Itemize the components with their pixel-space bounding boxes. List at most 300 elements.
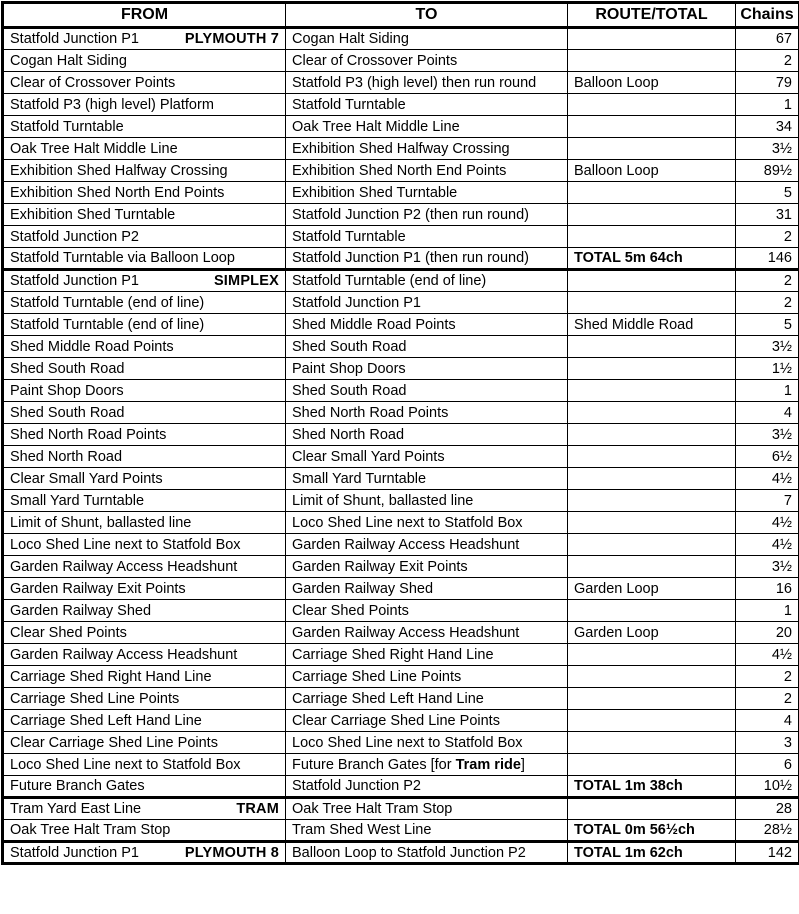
from-wrap bbox=[10, 801, 279, 817]
from-location: Clear Carriage Shed Line Points bbox=[10, 734, 218, 751]
from-wrap bbox=[10, 250, 279, 266]
table-row bbox=[3, 688, 799, 710]
to-location: Carriage Shed Left Hand Line bbox=[292, 690, 484, 707]
route-cell bbox=[568, 842, 736, 864]
route-cell bbox=[568, 820, 736, 842]
from-location: Carriage Shed Line Points bbox=[10, 690, 180, 707]
route-cell bbox=[568, 446, 736, 468]
route-cell bbox=[568, 380, 736, 402]
from-location: Exhibition Shed Turntable bbox=[10, 206, 176, 223]
from-location: Statfold Turntable bbox=[10, 118, 124, 135]
from-cell bbox=[3, 534, 286, 556]
chains-value: 1½ bbox=[736, 358, 799, 380]
from-cell bbox=[3, 138, 286, 160]
to-location: Statfold Junction P1 (then run round) bbox=[292, 250, 529, 266]
from-location: Exhibition Shed Halfway Crossing bbox=[10, 162, 228, 179]
table-row bbox=[3, 358, 799, 380]
to-location: Limit of Shunt, ballasted line bbox=[292, 492, 474, 509]
chains-value: 7 bbox=[736, 490, 799, 512]
chains-value: 3½ bbox=[736, 138, 799, 160]
table-row bbox=[3, 798, 799, 820]
from-location: Clear of Crossover Points bbox=[10, 74, 176, 91]
from-location: Garden Railway Access Headshunt bbox=[10, 646, 238, 663]
chains-value: 20 bbox=[736, 622, 799, 644]
route-cell bbox=[568, 28, 736, 50]
from-wrap bbox=[10, 581, 279, 597]
chains-value: 16 bbox=[736, 578, 799, 600]
from-wrap bbox=[10, 229, 279, 245]
to-cell bbox=[286, 776, 568, 798]
chains-value: 2 bbox=[736, 50, 799, 72]
to-cell bbox=[286, 666, 568, 688]
from-cell bbox=[3, 226, 286, 248]
to-cell bbox=[286, 50, 568, 72]
route-cell bbox=[568, 226, 736, 248]
to-location: Loco Shed Line next to Statfold Box bbox=[292, 734, 523, 751]
route-cell bbox=[568, 732, 736, 754]
route-cell bbox=[568, 358, 736, 380]
from-location: Garden Railway Access Headshunt bbox=[10, 558, 238, 575]
to-location: Garden Railway Access Headshunt bbox=[292, 536, 520, 553]
from-wrap bbox=[10, 515, 279, 531]
from-wrap bbox=[10, 471, 279, 487]
to-location: Clear Carriage Shed Line Points bbox=[292, 712, 500, 729]
from-cell bbox=[3, 688, 286, 710]
to-cell bbox=[286, 600, 568, 622]
table-row bbox=[3, 50, 799, 72]
to-location: Statfold Junction P1 bbox=[292, 294, 421, 311]
to-cell bbox=[286, 424, 568, 446]
route-name: Balloon Loop bbox=[574, 162, 659, 179]
from-cell bbox=[3, 490, 286, 512]
table-row bbox=[3, 94, 799, 116]
section-tag: TRAM bbox=[236, 801, 279, 817]
to-location: Clear Small Yard Points bbox=[292, 448, 445, 465]
route-cell bbox=[568, 776, 736, 798]
route-total: TOTAL 5m 64ch bbox=[574, 250, 683, 266]
from-cell bbox=[3, 50, 286, 72]
route-cell bbox=[568, 182, 736, 204]
route-cell bbox=[568, 512, 736, 534]
from-cell bbox=[3, 842, 286, 864]
chains-value: 3½ bbox=[736, 424, 799, 446]
from-wrap bbox=[10, 361, 279, 377]
from-cell bbox=[3, 776, 286, 798]
section-tag: PLYMOUTH 7 bbox=[184, 31, 279, 47]
from-wrap bbox=[10, 691, 279, 707]
from-cell bbox=[3, 402, 286, 424]
to-location: Paint Shop Doors bbox=[292, 360, 406, 377]
to-location: Oak Tree Halt Middle Line bbox=[292, 118, 460, 135]
from-wrap bbox=[10, 119, 279, 135]
from-location: Loco Shed Line next to Statfold Box bbox=[10, 536, 241, 553]
chains-value: 2 bbox=[736, 226, 799, 248]
route-cell bbox=[568, 72, 736, 94]
chains-value: 3½ bbox=[736, 336, 799, 358]
to-cell bbox=[286, 710, 568, 732]
from-wrap bbox=[10, 713, 279, 729]
from-wrap bbox=[10, 163, 279, 179]
chains-value: 4½ bbox=[736, 468, 799, 490]
to-location: Carriage Shed Right Hand Line bbox=[292, 646, 494, 663]
table-row bbox=[3, 116, 799, 138]
chains-value: 1 bbox=[736, 380, 799, 402]
route-cell bbox=[568, 50, 736, 72]
from-cell bbox=[3, 798, 286, 820]
from-wrap bbox=[10, 53, 279, 69]
to-cell bbox=[286, 160, 568, 182]
table-body bbox=[3, 28, 799, 864]
table-row bbox=[3, 138, 799, 160]
from-location: Statfold Junction P1 bbox=[10, 31, 139, 47]
chains-value: 1 bbox=[736, 94, 799, 116]
route-total: TOTAL 0m 56½ch bbox=[574, 822, 695, 838]
to-cell bbox=[286, 468, 568, 490]
to-location: Oak Tree Halt Tram Stop bbox=[292, 801, 453, 817]
from-location: Tram Yard East Line bbox=[10, 801, 142, 817]
chains-value: 79 bbox=[736, 72, 799, 94]
from-wrap bbox=[10, 493, 279, 509]
chains-value: 2 bbox=[736, 292, 799, 314]
from-wrap bbox=[10, 778, 279, 794]
to-cell bbox=[286, 28, 568, 50]
to-location: Small Yard Turntable bbox=[292, 470, 427, 487]
header-route-total: ROUTE/TOTAL bbox=[568, 3, 736, 28]
route-cell bbox=[568, 644, 736, 666]
to-cell bbox=[286, 314, 568, 336]
from-cell bbox=[3, 380, 286, 402]
to-cell bbox=[286, 182, 568, 204]
to-location: Shed South Road bbox=[292, 338, 407, 355]
route-cell bbox=[568, 402, 736, 424]
from-location: Cogan Halt Siding bbox=[10, 52, 127, 69]
route-cell bbox=[568, 754, 736, 776]
section-tag: PLYMOUTH 8 bbox=[184, 844, 279, 861]
from-cell bbox=[3, 644, 286, 666]
from-cell bbox=[3, 556, 286, 578]
from-location: Clear Small Yard Points bbox=[10, 470, 163, 487]
to-location: Clear of Crossover Points bbox=[292, 52, 458, 69]
to-location: Exhibition Shed North End Points bbox=[292, 162, 507, 179]
table-row bbox=[3, 644, 799, 666]
to-cell bbox=[286, 402, 568, 424]
from-wrap bbox=[10, 735, 279, 751]
to-location: Shed North Road Points bbox=[292, 404, 449, 421]
to-suffix: ] bbox=[520, 756, 525, 773]
from-cell bbox=[3, 820, 286, 842]
to-location: Statfold Turntable bbox=[292, 228, 406, 245]
from-cell bbox=[3, 336, 286, 358]
from-wrap bbox=[10, 405, 279, 421]
to-cell bbox=[286, 754, 568, 776]
table-row bbox=[3, 666, 799, 688]
from-location: Statfold P3 (high level) Platform bbox=[10, 96, 214, 113]
chains-value: 3½ bbox=[736, 556, 799, 578]
to-cell bbox=[286, 688, 568, 710]
chains-value: 142 bbox=[736, 842, 799, 864]
header-chains: Chains bbox=[736, 3, 799, 28]
from-wrap bbox=[10, 185, 279, 201]
from-location: Garden Railway Shed bbox=[10, 602, 152, 619]
table-row bbox=[3, 380, 799, 402]
to-cell bbox=[286, 732, 568, 754]
route-cell bbox=[568, 710, 736, 732]
from-cell bbox=[3, 754, 286, 776]
from-cell bbox=[3, 732, 286, 754]
to-location: Tram Shed West Line bbox=[292, 822, 432, 838]
from-location: Shed North Road Points bbox=[10, 426, 167, 443]
route-cell bbox=[568, 204, 736, 226]
chains-value: 10½ bbox=[736, 776, 799, 798]
route-cell bbox=[568, 578, 736, 600]
route-cell bbox=[568, 688, 736, 710]
from-location: Limit of Shunt, ballasted line bbox=[10, 514, 192, 531]
from-location: Clear Shed Points bbox=[10, 624, 127, 641]
header-to: TO bbox=[286, 3, 568, 28]
table-row bbox=[3, 842, 799, 864]
table-row bbox=[3, 820, 799, 842]
from-location: Statfold Turntable (end of line) bbox=[10, 294, 205, 311]
from-wrap bbox=[10, 339, 279, 355]
from-wrap bbox=[10, 317, 279, 333]
from-wrap bbox=[10, 822, 279, 838]
route-cell bbox=[568, 94, 736, 116]
route-cell bbox=[568, 622, 736, 644]
route-name: Garden Loop bbox=[574, 580, 659, 597]
chains-value: 4½ bbox=[736, 512, 799, 534]
chains-value: 67 bbox=[736, 28, 799, 50]
to-cell bbox=[286, 556, 568, 578]
chains-value: 34 bbox=[736, 116, 799, 138]
table-row bbox=[3, 754, 799, 776]
to-location: Exhibition Shed Halfway Crossing bbox=[292, 140, 510, 157]
from-wrap bbox=[10, 625, 279, 641]
to-location: Statfold Junction P2 (then run round) bbox=[292, 206, 529, 223]
from-wrap bbox=[10, 295, 279, 311]
chains-value: 2 bbox=[736, 666, 799, 688]
table-row bbox=[3, 226, 799, 248]
from-location: Carriage Shed Right Hand Line bbox=[10, 668, 212, 685]
route-cell bbox=[568, 138, 736, 160]
from-wrap bbox=[10, 449, 279, 465]
route-cell bbox=[568, 556, 736, 578]
route-total: TOTAL 1m 62ch bbox=[574, 844, 683, 861]
table-row bbox=[3, 776, 799, 798]
to-cell bbox=[286, 622, 568, 644]
to-location: Clear Shed Points bbox=[292, 602, 409, 619]
table-row bbox=[3, 534, 799, 556]
table-row bbox=[3, 28, 799, 50]
to-cell bbox=[286, 116, 568, 138]
to-location: Future Branch Gates [for bbox=[292, 756, 456, 773]
from-cell bbox=[3, 512, 286, 534]
from-wrap bbox=[10, 537, 279, 553]
table-row bbox=[3, 182, 799, 204]
table-row bbox=[3, 204, 799, 226]
to-cell bbox=[286, 798, 568, 820]
table-header bbox=[3, 3, 799, 28]
from-location: Statfold Junction P1 bbox=[10, 273, 139, 289]
from-cell bbox=[3, 468, 286, 490]
to-cell bbox=[286, 490, 568, 512]
table-row bbox=[3, 336, 799, 358]
table-row bbox=[3, 512, 799, 534]
from-location: Statfold Turntable (end of line) bbox=[10, 316, 205, 333]
chains-value: 4½ bbox=[736, 644, 799, 666]
from-cell bbox=[3, 94, 286, 116]
from-cell bbox=[3, 600, 286, 622]
from-location: Statfold Turntable via Balloon Loop bbox=[10, 250, 235, 266]
chains-value: 6 bbox=[736, 754, 799, 776]
to-location: Shed South Road bbox=[292, 382, 407, 399]
from-cell bbox=[3, 710, 286, 732]
route-total: TOTAL 1m 38ch bbox=[574, 778, 683, 794]
from-cell bbox=[3, 116, 286, 138]
to-cell bbox=[286, 446, 568, 468]
route-cell bbox=[568, 424, 736, 446]
to-location: Statfold Turntable bbox=[292, 96, 406, 113]
route-cell bbox=[568, 314, 736, 336]
chains-value: 28 bbox=[736, 798, 799, 820]
from-location: Shed South Road bbox=[10, 360, 125, 377]
route-cell bbox=[568, 116, 736, 138]
table-row bbox=[3, 622, 799, 644]
section-tag: SIMPLEX bbox=[213, 273, 279, 289]
chains-value: 5 bbox=[736, 314, 799, 336]
to-cell bbox=[286, 842, 568, 864]
to-cell bbox=[286, 380, 568, 402]
from-cell bbox=[3, 160, 286, 182]
table-row bbox=[3, 446, 799, 468]
from-location: Exhibition Shed North End Points bbox=[10, 184, 225, 201]
route-name: Balloon Loop bbox=[574, 74, 659, 91]
table-row bbox=[3, 160, 799, 182]
from-location: Loco Shed Line next to Statfold Box bbox=[10, 756, 241, 773]
table-row bbox=[3, 710, 799, 732]
from-wrap bbox=[10, 97, 279, 113]
route-name: Shed Middle Road bbox=[574, 316, 694, 333]
from-wrap bbox=[10, 603, 279, 619]
from-location: Shed South Road bbox=[10, 404, 125, 421]
chains-value: 31 bbox=[736, 204, 799, 226]
chains-value: 3 bbox=[736, 732, 799, 754]
to-cell bbox=[286, 138, 568, 160]
to-cell bbox=[286, 248, 568, 270]
chains-value: 4 bbox=[736, 402, 799, 424]
from-cell bbox=[3, 72, 286, 94]
to-cell bbox=[286, 292, 568, 314]
chains-value: 2 bbox=[736, 270, 799, 292]
from-cell bbox=[3, 358, 286, 380]
route-cell bbox=[568, 600, 736, 622]
from-wrap bbox=[10, 559, 279, 575]
from-cell bbox=[3, 28, 286, 50]
from-cell bbox=[3, 446, 286, 468]
route-cell bbox=[568, 292, 736, 314]
route-cell bbox=[568, 798, 736, 820]
to-cell bbox=[286, 820, 568, 842]
to-location: Statfold Turntable (end of line) bbox=[292, 273, 487, 289]
to-cell bbox=[286, 94, 568, 116]
to-cell bbox=[286, 72, 568, 94]
from-wrap bbox=[10, 757, 279, 773]
from-wrap bbox=[10, 273, 279, 289]
table-row bbox=[3, 578, 799, 600]
from-location: Statfold Junction P2 bbox=[10, 228, 139, 245]
to-cell bbox=[286, 534, 568, 556]
from-cell bbox=[3, 270, 286, 292]
from-wrap bbox=[10, 207, 279, 223]
header-row bbox=[3, 3, 799, 28]
to-cell bbox=[286, 270, 568, 292]
route-cell bbox=[568, 336, 736, 358]
route-cell bbox=[568, 248, 736, 270]
chains-value: 89½ bbox=[736, 160, 799, 182]
chains-value: 4½ bbox=[736, 534, 799, 556]
to-bold-text: Tram ride bbox=[455, 756, 521, 773]
to-cell bbox=[286, 336, 568, 358]
table-row bbox=[3, 292, 799, 314]
to-location: Balloon Loop to Statfold Junction P2 bbox=[292, 844, 526, 861]
from-cell bbox=[3, 578, 286, 600]
table-row bbox=[3, 556, 799, 578]
table-row bbox=[3, 248, 799, 270]
to-cell bbox=[286, 578, 568, 600]
route-cell bbox=[568, 270, 736, 292]
to-location: Statfold P3 (high level) then run round bbox=[292, 74, 537, 91]
route-cell bbox=[568, 468, 736, 490]
from-wrap bbox=[10, 75, 279, 91]
from-location: Future Branch Gates bbox=[10, 778, 145, 794]
from-location: Shed Middle Road Points bbox=[10, 338, 174, 355]
from-cell bbox=[3, 182, 286, 204]
chains-value: 146 bbox=[736, 248, 799, 270]
table-row bbox=[3, 72, 799, 94]
header-from: FROM bbox=[3, 3, 286, 28]
to-location: Garden Railway Exit Points bbox=[292, 558, 468, 575]
to-cell bbox=[286, 204, 568, 226]
chains-value: 4 bbox=[736, 710, 799, 732]
table-row bbox=[3, 732, 799, 754]
to-location: Shed Middle Road Points bbox=[292, 316, 456, 333]
to-cell bbox=[286, 358, 568, 380]
from-cell bbox=[3, 204, 286, 226]
mileage-table bbox=[1, 1, 799, 865]
from-cell bbox=[3, 622, 286, 644]
table-row bbox=[3, 600, 799, 622]
chains-value: 28½ bbox=[736, 820, 799, 842]
to-location: Shed North Road bbox=[292, 426, 405, 443]
from-location: Oak Tree Halt Middle Line bbox=[10, 140, 178, 157]
route-cell bbox=[568, 490, 736, 512]
from-location: Shed North Road bbox=[10, 448, 123, 465]
from-cell bbox=[3, 248, 286, 270]
chains-value: 6½ bbox=[736, 446, 799, 468]
to-location: Statfold Junction P2 bbox=[292, 778, 421, 794]
to-cell bbox=[286, 512, 568, 534]
to-location: Loco Shed Line next to Statfold Box bbox=[292, 514, 523, 531]
to-location: Garden Railway Shed bbox=[292, 580, 434, 597]
from-cell bbox=[3, 424, 286, 446]
chains-value: 2 bbox=[736, 688, 799, 710]
from-location: Small Yard Turntable bbox=[10, 492, 145, 509]
chains-value: 5 bbox=[736, 182, 799, 204]
table-row bbox=[3, 402, 799, 424]
from-location: Garden Railway Exit Points bbox=[10, 580, 186, 597]
from-wrap bbox=[10, 845, 279, 861]
table-row bbox=[3, 490, 799, 512]
from-location: Statfold Junction P1 bbox=[10, 844, 139, 861]
